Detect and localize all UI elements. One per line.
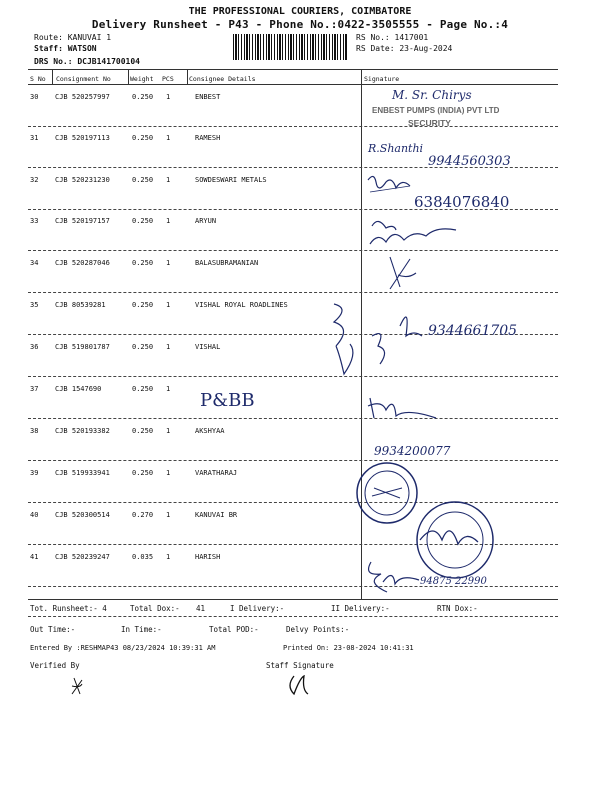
row-consignment-no: CJB 80539281: [55, 301, 106, 309]
row-weight: 0.250: [132, 343, 154, 351]
row-sno: 31: [30, 134, 39, 142]
i-delivery: I Delivery:-: [230, 604, 285, 613]
row-sno: 33: [30, 217, 39, 225]
row-consignment-no: CJB 520231230: [55, 176, 110, 184]
row-sno: 36: [30, 343, 39, 351]
row-sno: 35: [30, 301, 39, 309]
row-pcs: 1: [166, 176, 171, 184]
row-consignment-no: CJB 1547690: [55, 385, 102, 393]
row-pcs: 1: [166, 469, 171, 477]
row-consignment-no: CJB 520287046: [55, 259, 110, 267]
row-consignment-no: CJB 520257997: [55, 93, 110, 101]
row-weight: 0.250: [132, 134, 154, 142]
runsheet-subtitle: Delivery Runsheet - P43 - Phone No.:0422-3505555 - Page No.:4: [91, 18, 509, 31]
rs-date: RS Date: 23-Aug-2024: [356, 44, 453, 53]
col-weight: Weight: [130, 75, 154, 83]
staff-label: Staff: WATSON: [34, 44, 97, 53]
row-consignee: BALASUBRAMANIAN: [195, 259, 259, 267]
row-pcs: 1: [166, 93, 171, 101]
row-weight: 0.250: [132, 176, 154, 184]
consignee-37-handwritten: P&BB: [200, 390, 255, 411]
row-divider: [28, 126, 558, 127]
row-divider: [28, 250, 558, 251]
row-consignment-no: CJB 520239247: [55, 553, 110, 561]
table-top-border: [28, 69, 558, 70]
col-sno: S No: [30, 75, 46, 83]
table-header-border: [28, 84, 558, 85]
row-consignee: ENBEST: [195, 93, 221, 101]
signature-30: M. Sr. Chirys: [392, 88, 472, 102]
row-pcs: 1: [166, 553, 171, 561]
row-sno: 40: [30, 511, 39, 519]
row-consignee: VISHAL ROYAL ROADLINES: [195, 301, 288, 309]
row-consignee: RAMESH: [195, 134, 221, 142]
signature-37: [366, 392, 456, 428]
row-pcs: 1: [166, 511, 171, 519]
row-consignment-no: CJB 520300514: [55, 511, 110, 519]
phone-32: 6384076840: [414, 193, 510, 211]
row-divider: [28, 460, 558, 461]
phone-38: 9934200077: [374, 444, 451, 458]
delvy-points: Delvy Points:-: [286, 625, 350, 634]
verified-by-signature: [68, 676, 88, 698]
row-consignment-no: CJB 520193382: [55, 427, 110, 435]
drs-number: DRS No.: DCJB141700104: [34, 57, 140, 66]
phone-35: 9344661705: [428, 323, 518, 339]
row-weight: 0.035: [132, 553, 154, 561]
rs-number: RS No.: 1417001: [356, 33, 429, 42]
signature-32: [360, 170, 460, 210]
barcode: [233, 34, 348, 60]
row-consignee: KANUVAI BR: [195, 511, 238, 519]
col-signature: Signature: [364, 75, 400, 83]
out-time: Out Time:-: [30, 625, 76, 634]
row-pcs: 1: [166, 217, 171, 225]
row-sno: 41: [30, 553, 39, 561]
staff-signature-mark: [284, 672, 314, 700]
row-pcs: 1: [166, 301, 171, 309]
stamp-enbest-line1: ENBEST PUMPS (INDIA) PVT LTD: [372, 106, 500, 115]
row-consignee: AKSHYAA: [195, 427, 225, 435]
ii-delivery: II Delivery:-: [331, 604, 390, 613]
row-weight: 0.250: [132, 427, 154, 435]
col-consignment: Consignment No: [56, 75, 111, 83]
row-consignment-no: CJB 519933941: [55, 469, 110, 477]
signature-31: R.Shanthi: [368, 142, 424, 155]
row-pcs: 1: [166, 427, 171, 435]
row-sno: 34: [30, 259, 39, 267]
phone-41: 94875 22990: [420, 576, 487, 587]
row-sno: 30: [30, 93, 39, 101]
signature-41: [365, 558, 425, 594]
staff-signature-label: Staff Signature: [266, 661, 334, 670]
row-consignment-no: CJB 519801787: [55, 343, 110, 351]
rtn-dox: RTN Dox:-: [437, 604, 478, 613]
total-pod: Total POD:-: [209, 625, 259, 634]
phone-31: 9944560303: [428, 154, 511, 169]
row-sno: 38: [30, 427, 39, 435]
row-consignee: VARATHARAJ: [195, 469, 238, 477]
total-dox-value: 41: [196, 604, 206, 613]
row-weight: 0.270: [132, 511, 154, 519]
row-sno: 39: [30, 469, 39, 477]
row-weight: 0.250: [132, 259, 154, 267]
signature-bracket-35-36: [326, 296, 426, 386]
row-pcs: 1: [166, 385, 171, 393]
row-consignment-no: CJB 520197157: [55, 217, 110, 225]
signature-34: [350, 255, 440, 295]
verified-by: Verified By: [30, 661, 80, 670]
entered-by: Entered By :RESHMAP43 08/23/2024 10:39:31 AM: [30, 644, 216, 652]
row-consignment-no: CJB 520197113: [55, 134, 110, 142]
row-divider: [28, 292, 558, 293]
signature-33: [368, 212, 468, 252]
row-weight: 0.250: [132, 217, 154, 225]
row-sno: 37: [30, 385, 39, 393]
row-weight: 0.250: [132, 469, 154, 477]
stamp-enbest-line2: SECURITY: [408, 118, 451, 128]
row-pcs: 1: [166, 134, 171, 142]
row-divider: [28, 376, 558, 377]
col-pcs: PCS: [162, 75, 174, 83]
in-time: In Time:-: [121, 625, 162, 634]
row-pcs: 1: [166, 259, 171, 267]
row-weight: 0.250: [132, 93, 154, 101]
route-label: Route: KANUVAI 1: [34, 33, 112, 42]
row-weight: 0.250: [132, 385, 154, 393]
row-pcs: 1: [166, 343, 171, 351]
row-consignee: ARYUN: [195, 217, 217, 225]
row-consignee: HARISH: [195, 553, 221, 561]
row-consignee: VISHAL: [195, 343, 221, 351]
printed-on: Printed On: 23-08-2024 10:41:31: [283, 644, 414, 652]
col-consignee: Consignee Details: [189, 75, 256, 83]
row-sno: 32: [30, 176, 39, 184]
company-title: THE PROFESSIONAL COURIERS, COIMBATORE: [188, 6, 412, 17]
row-consignee: SOWDESWARI METALS: [195, 176, 267, 184]
footer-top-border: [28, 599, 558, 600]
total-dox-label: Total Dox:-: [130, 604, 180, 613]
row-divider: [28, 418, 558, 419]
row-weight: 0.250: [132, 301, 154, 309]
total-runsheet: Tot. Runsheet:- 4: [30, 604, 107, 613]
